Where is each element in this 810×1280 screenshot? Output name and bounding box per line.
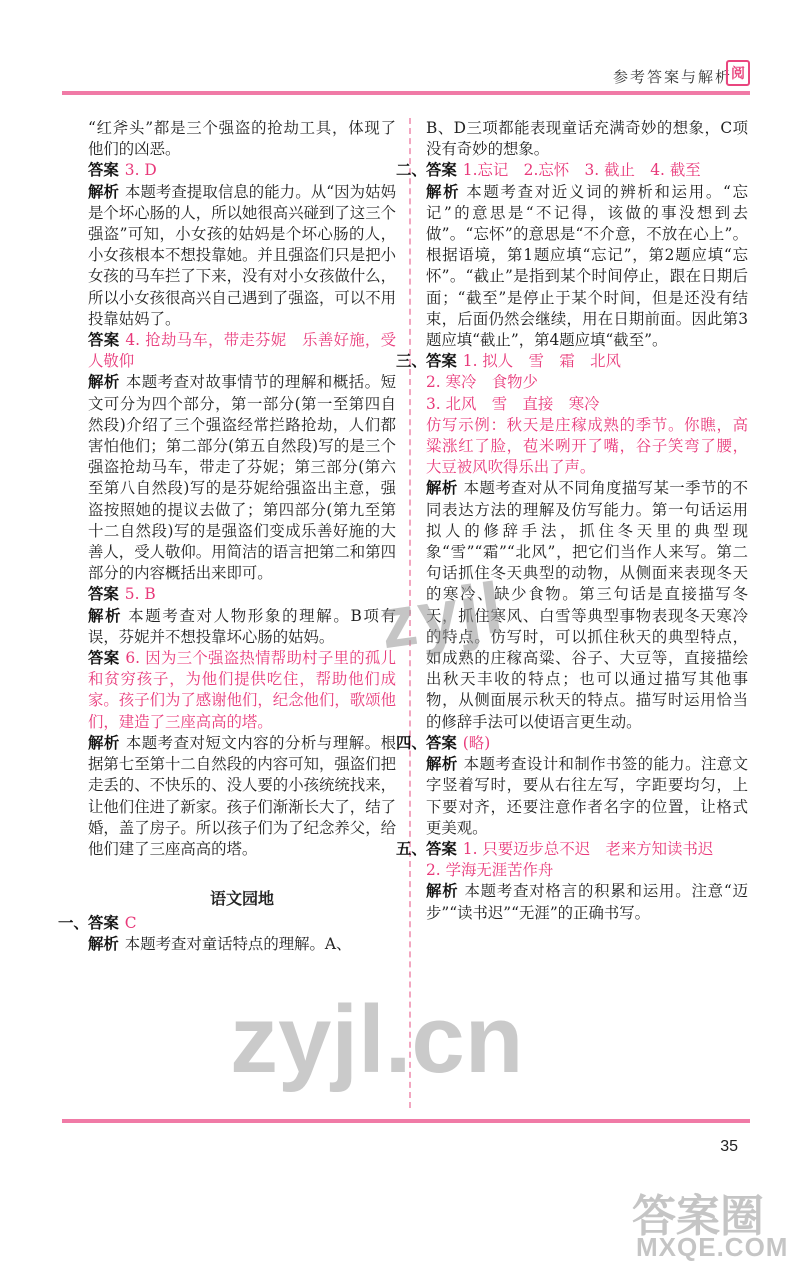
answer-4: 答案 4. 抢劫马车，带走芬妮 乐善好施，受人敬仰: [88, 331, 396, 371]
explanation-4: 解析 本题考查对故事情节的理解和概括。短文可分为四个部分，第一部分(第一至第四自然段)介绍了三个强盗经常拦路抢劫，人们都害怕他们；第二部分(第五自然段)写的是三个强盗抢劫马车，带走了芬妮；第三部分(第六至第八自然段)写的是芬妮给强盗出主意，强盗按照她的提议去做了；第四部分(第九至第十二自然段)写的是强盗们变成乐善好施的大善人，受人敬仰。用简洁的语言把第二和第四部分的内容概括出来即可。: [88, 373, 396, 583]
section-3-answer: 三、答案 1. 拟人 雪 霜 北风: [396, 352, 621, 371]
footer-rule: [62, 1119, 750, 1123]
section-4-answer: 四、答案 (略): [396, 733, 491, 752]
section-3-explanation: 解析 本题考查对从不同角度描写某一季节的不同表达方法的理解及仿写能力。第一句话运用拟人的修辞手法，抓住冬天里的典型现象“雪”“霜”“北风”，把它们当作人来写。第二句话抓住冬天典型的动物，从侧面来表现冬天的寒冷、缺少食物。第三句话是直接描写冬天，抓住寒风、白雪等典型事物表现冬天寒冷的特点。仿写时，可以抓住秋天的典型特点，如成熟的庄稼高粱、谷子、大豆等，直接描绘出秋天丰收的特点；也可以通过描写其他事物，从侧面展示秋天的特点。描写时运用恰当的修辞手法可以使语言更生动。: [426, 479, 748, 731]
continuation-text: B、D三项都能表现童话充满奇妙的想象，C项没有奇妙的想象。: [426, 119, 748, 159]
watermark-zyjl-cn: zyjl.cn: [230, 986, 524, 1093]
section-2-answer: 二、答案 1.忘记 2.忘怀 3. 截止 4. 截至: [396, 161, 701, 180]
section-5-answer: 五、答案 1. 只要迈步总不迟 老来方知读书迟: [396, 839, 714, 858]
watermark-zyjl: zyjl: [375, 567, 510, 665]
section-5-answer-2: 2. 学海无涯苦作舟: [426, 861, 554, 880]
continuation-text: “红斧头”都是三个强盗的抢劫工具，体现了他们的凶恶。: [88, 119, 396, 159]
section-1-explanation: 解析 本题考查对童话特点的理解。A、: [88, 935, 352, 954]
section-3-sample: 仿写示例：秋天是庄稼成熟的季节。你瞧，高粱涨红了脸，苞米咧开了嘴，谷子笑弯了腰，大豆被风吹得乐出了声。: [426, 415, 748, 477]
header-logo-icon: 阅: [726, 60, 750, 86]
right-column: [396, 118, 748, 924]
header-title: 参考答案与解析: [612, 68, 732, 86]
watermark-daanquan: 答案圈: [632, 1192, 764, 1241]
watermark-mxqe: MXQE.COM: [636, 1232, 789, 1262]
page-number: 35: [720, 1138, 738, 1155]
section-2-explanation: 解析 本题考查对近义词的辨析和运用。“忘记”的意思是“不记得，该做的事没想到去做”。“忘怀”的意思是“不介意，不放在心上”。根据语境，第1题应填“忘记”，第2题应填“忘怀”。“截止”是指到某个时间停止，跟在日期后面；“截至”是停止于某个时间，但是还没有结束，后面仍然会继续，用在日期前面。因此第3题应填“截止”，第4题应填“截至”。: [426, 182, 748, 350]
answer-3: 答案 3. D: [88, 161, 157, 180]
explanation-3: 解析 本题考查提取信息的能力。从“因为姑妈是个坏心肠的人，所以她很高兴碰到了这三个强盗”可知，小女孩的姑妈是个坏心肠的人，小女孩根本不想投靠她。并且强盗们只是把小女孩的马车拦了下来，没有对小女孩做什么，所以小女孩很高兴自己遇到了强盗，可以不用投靠姑妈了。: [88, 182, 396, 328]
section-5-explanation: 解析 本题考查对格言的积累和运用。注意“迈步”“读书迟”“无涯”的正确书写。: [426, 882, 748, 922]
section-title: 语文园地: [209, 889, 274, 909]
section-1-answer: 一、答案 C: [58, 914, 137, 933]
left-column: [58, 118, 396, 956]
section-3-answer-3: 3. 北风 雪 直接 寒冷: [426, 394, 600, 413]
answer-6: 答案 6. 因为三个强盗热情帮助村子里的孤儿和贫穷孩子，为他们提供吃住，帮助他们成家。孩子们为了感谢他们，纪念他们，歌颂他们，建造了三座高高的塔。: [88, 649, 396, 731]
section-4-explanation: 解析 本题考查设计和制作书签的能力。注意文字竖着写时，要从右往左写，字距要均匀，上下要对齐，还要注意作者名字的位置，让格式更美观。: [426, 755, 748, 837]
section-3-answer-2: 2. 寒冷 食物少: [426, 373, 538, 392]
explanation-6: 解析 本题考查对短文内容的分析与理解。根据第七至第十二自然段的内容可知，强盗们把走丢的、不快乐的、没人要的小孩统统找来，让他们住进了新家。孩子们渐渐长大了，结了婚，盖了房子。所以孩子们为了纪念养父，给他们建了三座高高的塔。: [88, 733, 396, 858]
explanation-5: 解析 本题考查对人物形象的理解。B项有误，芬妮并不想投靠坏心肠的姑妈。: [88, 606, 396, 646]
answer-5: 答案 5. B: [88, 585, 156, 604]
header-rule: [62, 91, 750, 95]
